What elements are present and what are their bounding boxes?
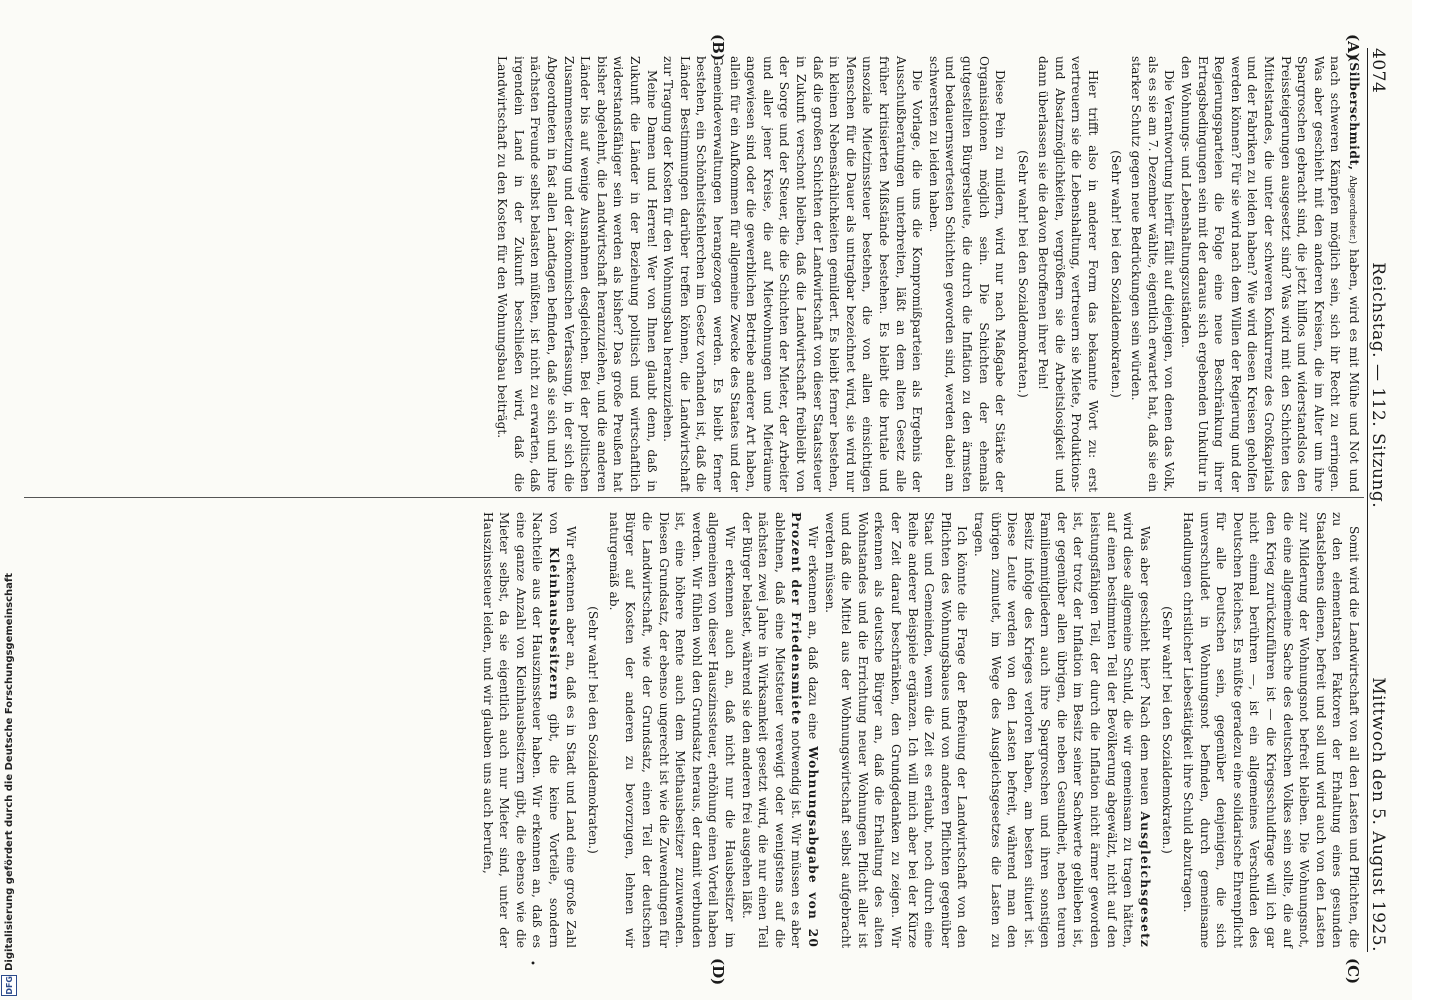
paragraph-text: Wir erkennen aber an, daß es in Stadt und Land eine große Zahl von	[547, 512, 578, 948]
applause-note: (Sehr wahr! bei den Sozialdemokraten.)	[1108, 150, 1123, 398]
paragraph: Die Vorlage, die uns die Kompromißparteien als Ergebnis der Ausschußberatungen unterbreiten, läßt an dem alten Gesetz alle früher kritisierten Mißstände bestehen. Es bleibt die brutale und unsoziale Mietzinssteuer bestehen, die von allen einsichtigen Menschen für die Dauer als untragbar bezeichnet wird, sie wird nur in kleinen Nebensächlichkeiten gemildert. Es bleibt ferner bestehen, daß die großen Schichten der Landwirtschaft von dieser Staatssteuer in Zukunft verschont bleiben, daß die Landwirtschaft freibleibt von der Sorge und der Steuer, die die Schichten der Mieter, der Arbeiter und aller jener Kreise, die auf Mietwohnungen und Mieträume angewiesen sind oder die gewerblichen Betriebe anderer Art haben, allein für ein Aufkommen für allgemeine Zwecke des Staates und der Gemeindeverwaltungen herangezogen werden. Es bleibt ferner bestehen, ein Schönheitsfehlerchen im Gesetz vorhanden ist, daß die Länder Bestimmungen darüber treffen können, die Landwirtschaft zur Tragung der Kosten für den Wohnungsbau heranzuziehen.	[661, 56, 925, 492]
page-header	[1368, 48, 1406, 952]
column-divider	[24, 497, 1364, 498]
page-number: 4074	[1368, 48, 1388, 94]
funding-note: Digitalisierung gefördert durch die Deutsche Forschungsgemeinschaft	[3, 573, 15, 972]
paragraph: Hier trifft also in anderer Form das bekannte Wort zu: erst vertreuern sie die Lebenshaltung, vertreuern sie Miete, Produktions- und Absatzmöglichkeiten, vergrößern sie die Arbeitslosigkeit und dann überlassen sie die davon Betroffenen ihrer Pein!	[1036, 56, 1101, 492]
applause-note: (Sehr wahr! bei den Sozialdemokraten.)	[1015, 150, 1030, 398]
paragraph	[970, 512, 1153, 948]
paragraph: Meine Damen und Herren! Wer von Ihnen glaubt denn, daß in Zukunft die Länder in der Beziehung politisch und wirtschaftlich widerstandsfähiger sein werden als bisher? Das große Preußen hat bisher abgelehnt, die Landwirtschaft heranzuziehen, und die anderen Länder bis auf wenige Ausnahmen desgleichen. Bei der politischen Zusammensetzung und der ökonomischen Verfassung, in der sich die Abgeordneten in fast allen Landtagen befinden, daß sie sich und ihre nächsten Freunde selbst belasten müßten, ist nicht zu erwarten, daß irgendein Land in der Zukunft beschließen wird, daß die Landwirtschaft zu den Kosten für den Wohnungsbau beiträgt.	[495, 56, 659, 492]
paragraph-text: notwendig ist. Wir müssen es aber ablehnen, daß eine Mietsteuer verewigt oder wenigstens auf die nächsten zwei Jahre in Wirksamkeit gesetzt wird, die nur einen Teil der Bürger belastet, während sie den anderen frei ausgehen läßt.	[739, 512, 804, 948]
paragraph: Ich könnte die Frage der Befreiung der Landwirtschaft von den Pflichten des Wohnungsbaues und von anderen Pflichten gegenüber Staat und Gemeinden, wenn die Zeit es erlaubt, noch durch eine Reihe anderer Beispiele ergänzen. Ich will mich aber bei der Kürze der Zeit darauf beschränken, den Grundgedanken zu zeigen. Wir erkennen als deutsche Bürger an, daß die Erhaltung des alten Wohnstandes und die Errichtung neuer Wohnungen Pflicht aller ist und daß die Mittel aus der Wohnungswirtschaft selbst aufgebracht werden müssen.	[822, 512, 970, 948]
emphasis-term: Kleinhausbesitzern	[547, 546, 562, 701]
paragraph-text: Was aber geschieht hier? Nach dem neuen	[1137, 526, 1152, 806]
margin-marker-c: (C)	[1344, 958, 1362, 985]
digitization-footer	[0, 573, 18, 996]
paragraph: Die Verantwortung hierfür fällt auf diejenigen, von denen das Volk, als es sie am 7. Dezember wählte, eigentlich erwartet hat, daß sie ein starker Schutz gegen neue Bedrückungen sein würden.	[1129, 56, 1177, 492]
speaker-role: Abgeordneter.)	[1347, 175, 1357, 245]
margin-marker-b: (B)	[709, 34, 727, 61]
applause-note: (Sehr wahr! bei den Sozialdemokraten.)	[586, 606, 601, 854]
paragraph	[1177, 56, 1362, 492]
paragraph-text: gibt, die keine Vorteile, sondern Nachteile aus der Hauszinssteuer haben. Wir erkennen an, daß es eine ganze Anzahl von Kleinhausbesitzern gibt, die ebenso wie die Mieter selbst, da sie eigentlich auch nur Mieter sind, unter der Hauszinssteuer leiden, und wir glauben uns auch berufen,	[480, 512, 562, 949]
applause-note: (Sehr wahr! bei den Sozialdemokraten.)	[1160, 606, 1175, 854]
right-column	[479, 512, 1362, 948]
header-rule	[1367, 48, 1368, 952]
paragraph: Somit wird die Landwirtschaft von all den Lasten und Pflichten, die zu den elementarsten Faktoren der Erhaltung eines gesunden Staatslebens dienen, befreit und soll und wird auch von den Lasten zur Milderung der Wohnungsnot befreit bleiben. Die Wohnungsnot, die eine allgemeine Sache des deutschen Volkes sein sollte, die auf den Krieg zurückzuführen ist — die Kriegsschuldfrage will ich gar nicht einmal berühren —, ist ein allgemeines Verschulden des Deutschen Reiches. Es müßte geradezu eine solidarische Ehrenpflicht für alle Deutschen sein, gegenüber denjenigen, die sich unverschuldet in Wohnungsnot befinden, durch gemeinsame Handlungen christlicher Liebestätigkeit ihre Schuld abzutragen.	[1181, 512, 1361, 948]
paragraph-text: Wir erkennen an, daß dazu eine	[806, 526, 820, 740]
emphasis-term: Ausgleichsgesetz	[1137, 811, 1152, 949]
margin-marker-a: (A)	[1344, 34, 1362, 60]
dfg-logo-icon	[1, 975, 17, 996]
margin-dot: •	[526, 960, 537, 966]
paragraph	[479, 512, 579, 948]
paragraph: Diese Pein zu mildern, wird nur nach Maßgabe der Stärke der Organisationen möglich sein. Die Schichten der ehemals gutgestellten Bürgersleute, die durch die Inflation zu den ärmsten und bedauernswertesten Schichten geworden sind, werden dabei am schwersten zu leiden haben.	[926, 56, 1008, 492]
margin-marker-d: (D)	[709, 958, 727, 986]
page-title: Reichstag. — 112. Sitzung.	[1368, 262, 1388, 509]
emphasis-term: Wohnungsabgabe von 20 Prozent der Friedensmiete	[789, 512, 820, 948]
left-column	[494, 56, 1362, 492]
paragraph: Wir erkennen auch an, daß nicht nur die Hausbesitzer im allgemeinen von dieser Hauszinssteuer, erhöhung einen Vorteil haben werden. Wir fühlen wohl den Grundsatz heraus, der damit verbunden ist, eine höhere Rente auch dem Miethausbesitzer zuzuwenden. Diesen Grundsatz, der ebenso ungerecht ist wie die Zuwendungen für die Landwirtschaft, wie der Grundsatz, einen Teil der deutschen Bürger auf Kosten der anderen zu bevorzugen, lehnen wir naturgemäß ab.	[606, 512, 738, 948]
speaker-name: (Silberschmidt,	[1347, 56, 1361, 171]
paragraph	[738, 512, 821, 948]
dfg-logo-text: DFG	[4, 976, 14, 995]
session-date: Mittwoch den 5. August 1925.	[1368, 677, 1388, 952]
paragraph-text: haben, wird es mit Mühe und Not und nach schweren Kämpfen möglich sein, sich ihr Recht zu erringen. Was aber geschieht mit den anderen Kreisen, die im Alter um ihre Spargroschen gebracht sind, die jetzt hilflos und widerstandslos den Preissteigerungen ausgesetzt sind? Was wird mit den Schichten des Mittelstandes, die unter der schweren Konkurrenz des Großkapitals und der Fabriken zu leiden haben? Wie wird diesen Kreisen geholfen werden können? Für sie wird nach dem Willen der Regierung und der Regierungsparteien die Folge eine neue Beschränkung ihrer Ertragsbedingungen sein mit der daraus sich ergebenden Unkultur in den Wohnungs- und Lebenshaltungszuständen.	[1179, 56, 1361, 493]
paragraph-text: wird diese allgemeine Schuld, die wir gemeinsam zu tragen hätten, auf einen bestimmten Teil der Bevölkerung abgewälzt, nicht auf den leistungsfähigen Teil, der durch die Inflation nicht ärmer geworden ist, der trotz der Inflation im Besitz seiner Sachwerte geblieben ist, der gegenüber allen übrigen, die neben Gesundheit, neben teuren Familienmitgliedern auch ihre Spargroschen und ihren sonstigen Besitz infolge des Krieges verloren haben, am besten situiert ist. Diese Leute werden von den Lasten befreit, während man den übrigen zumutet, im Wege des Ausgleichsgesetzes die Lasten zu tragen.	[971, 512, 1136, 948]
